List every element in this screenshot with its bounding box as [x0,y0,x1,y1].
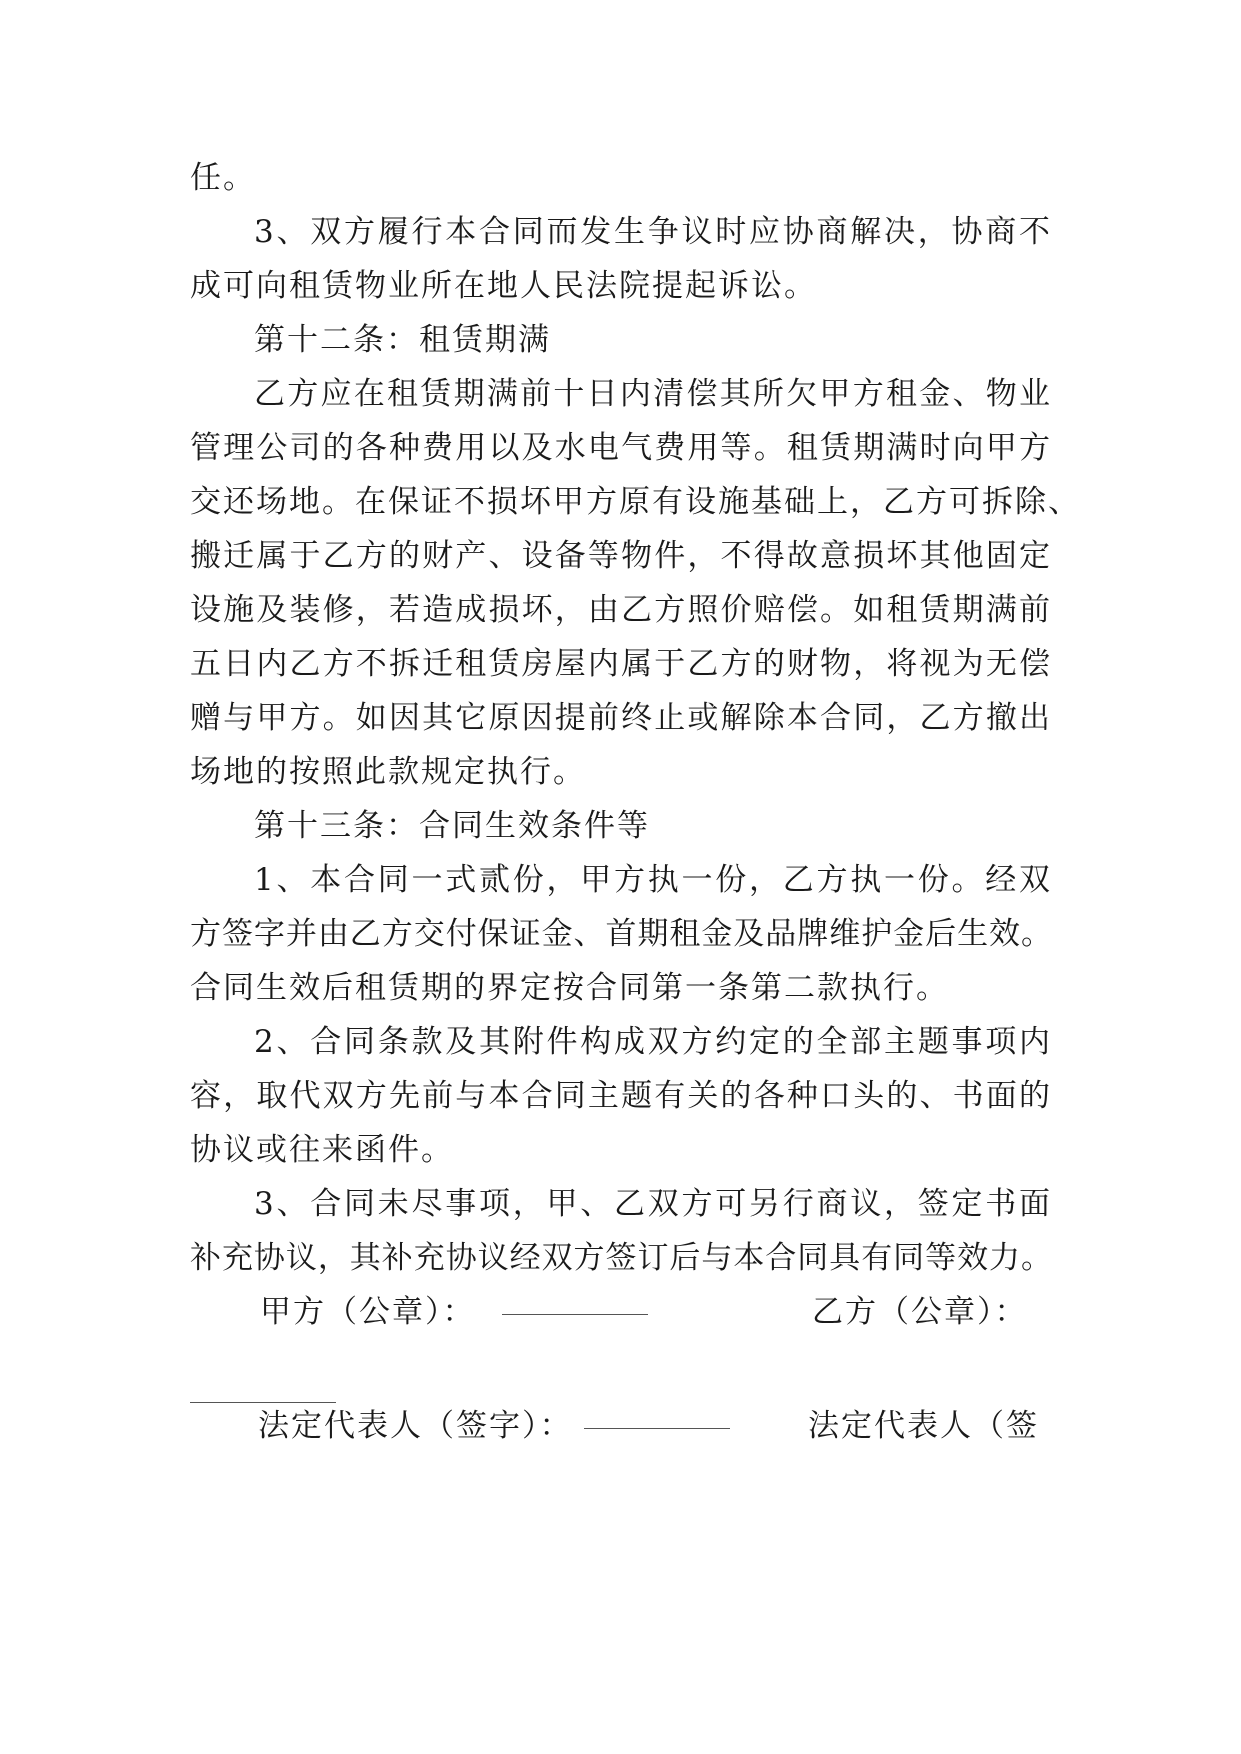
article-12-line-6: 五日内乙方不拆迁租赁房屋内属于乙方的财物，将视为无偿 [190,646,1052,682]
paragraph-line: 任。 [190,160,256,196]
article-13-clause-2-line-2: 容，取代双方先前与本合同主题有关的各种口头的、书面的 [190,1078,1052,1114]
party-a-rep-blank[interactable] [584,1422,730,1429]
article-13-clause-1-line-1: 1、本合同一式贰份，甲方执一份，乙方执一份。经双 [254,862,1052,898]
article-12-line-8: 场地的按照此款规定执行。 [190,754,586,790]
clause-3-line-2: 成可向租赁物业所在地人民法院提起诉讼。 [190,268,817,304]
article-12-line-5: 设施及装修，若造成损坏，由乙方照价赔偿。如租赁期满前 [190,592,1052,628]
article-12-line-7: 赠与甲方。如因其它原因提前终止或解除本合同，乙方撤出 [190,700,1052,736]
article-12-heading: 第十二条：租赁期满 [254,322,551,358]
article-13-clause-2-line-3: 协议或往来函件。 [190,1132,454,1168]
party-b-seal-label: 乙方（公章）： [812,1294,1028,1330]
party-a-rep-label: 法定代表人（签字）： [258,1408,573,1444]
article-12-line-2: 管理公司的各种费用以及水电气费用等。租赁期满时向甲方 [190,430,1052,466]
party-a-seal-blank[interactable] [502,1308,648,1315]
article-13-clause-1-line-3: 合同生效后租赁期的界定按合同第一条第二款执行。 [190,970,949,1006]
party-a-seal-label: 甲方（公章）： [260,1294,476,1330]
article-13-clause-2-line-1: 2、合同条款及其附件构成双方约定的全部主题事项内 [254,1024,1052,1060]
article-13-clause-1-line-2: 方签字并由乙方交付保证金、首期租金及品牌维护金后生效。 [190,916,1052,952]
clause-3-line-1: 3、双方履行本合同而发生争议时应协商解决，协商不 [254,214,1052,250]
article-13-clause-3-line-2: 补充协议，其补充协议经双方签订后与本合同具有同等效力。 [190,1240,1052,1276]
article-13-clause-3-line-1: 3、合同未尽事项，甲、乙双方可另行商议，签定书面 [254,1186,1052,1222]
article-13-heading: 第十三条：合同生效条件等 [254,808,650,844]
party-b-rep-label: 法定代表人（签 [808,1408,1039,1444]
article-12-line-4: 搬迁属于乙方的财产、设备等物件，不得故意损坏其他固定 [190,538,1052,574]
article-12-line-3: 交还场地。在保证不损坏甲方原有设施基础上，乙方可拆除、 [190,484,1081,520]
article-12-line-1: 乙方应在租赁期满前十日内清偿其所欠甲方租金、物业 [254,376,1052,412]
party-b-seal-blank[interactable] [190,1396,336,1403]
